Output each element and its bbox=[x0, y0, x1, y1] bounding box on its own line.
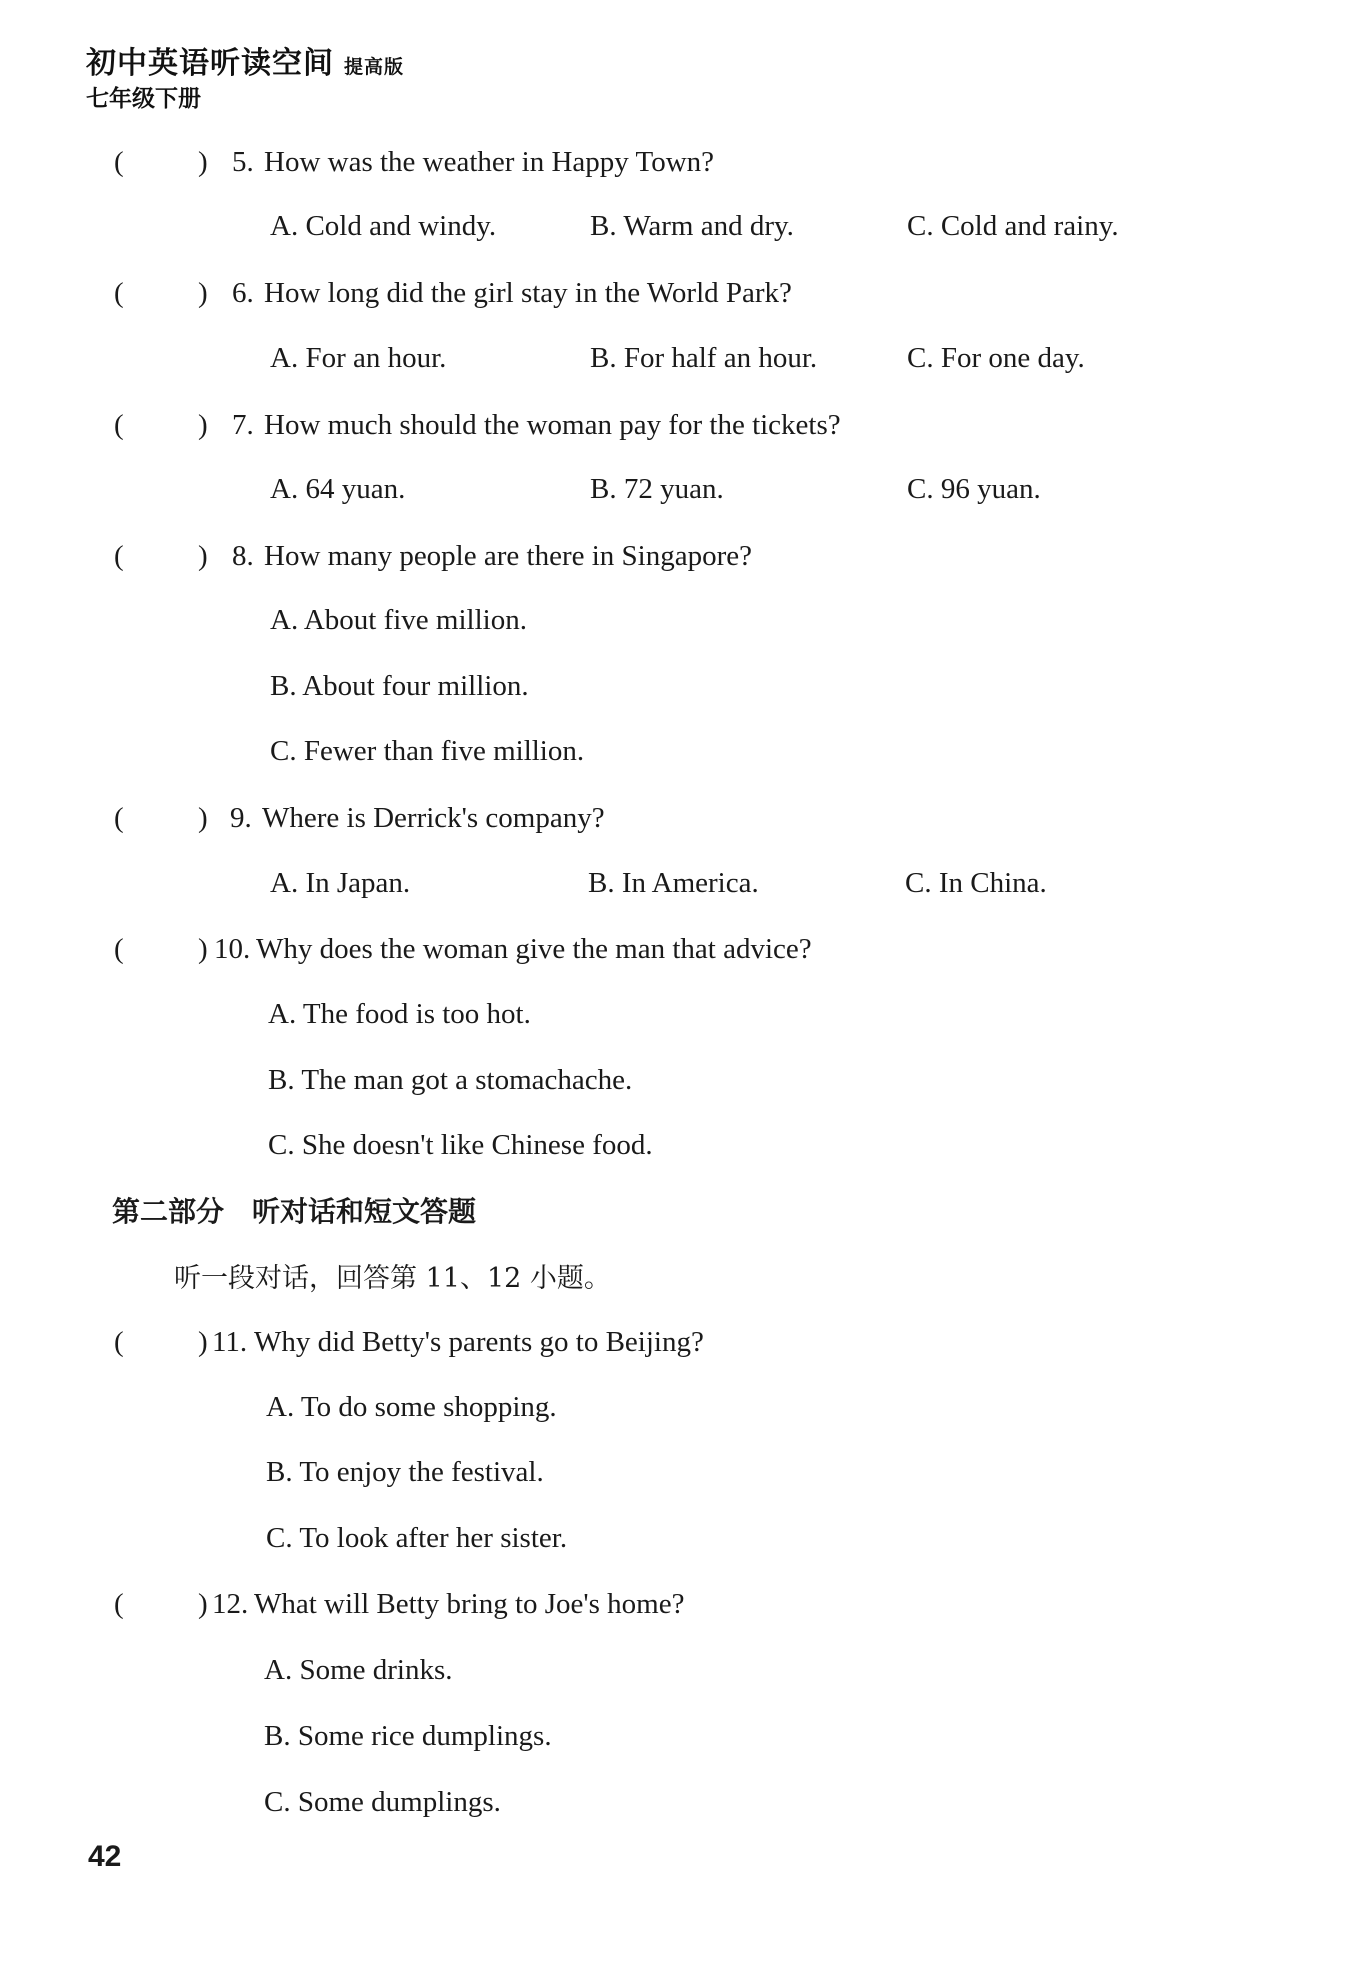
answer-option: A. Cold and windy. bbox=[270, 210, 497, 242]
answer-blank-close: ) bbox=[198, 933, 208, 965]
answer-option: A. About five million. bbox=[270, 604, 527, 636]
answer-option: B. Warm and dry. bbox=[590, 210, 794, 242]
section-label: 第二部分 bbox=[112, 1195, 225, 1228]
answer-blank-open: ( bbox=[114, 540, 124, 572]
edition-label: 提高版 bbox=[344, 56, 405, 78]
answer-blank-close: ) bbox=[198, 540, 208, 572]
answer-option: C. She doesn't like Chinese food. bbox=[268, 1129, 653, 1161]
option-row bbox=[0, 206, 1350, 246]
answer-option: A. 64 yuan. bbox=[270, 473, 406, 505]
question-number: 5. bbox=[232, 146, 254, 178]
answer-option: C. For one day. bbox=[907, 342, 1085, 374]
answer-option: A. To do some shopping. bbox=[266, 1391, 557, 1423]
question-text: Why did Betty's parents go to Beijing? bbox=[254, 1326, 704, 1358]
answer-option: B. About four million. bbox=[270, 670, 529, 702]
answer-blank-open: ( bbox=[114, 1588, 124, 1620]
question-text: What will Betty bring to Joe's home? bbox=[254, 1588, 685, 1620]
answer-blank-close: ) bbox=[198, 277, 208, 309]
question-row bbox=[0, 1584, 1350, 1624]
option-row bbox=[0, 863, 1350, 903]
answer-blank-close: ) bbox=[198, 146, 208, 178]
answer-blank-open: ( bbox=[114, 409, 124, 441]
answer-blank-open: ( bbox=[114, 146, 124, 178]
answer-option: A. Some drinks. bbox=[264, 1654, 453, 1686]
question-text: How was the weather in Happy Town? bbox=[264, 146, 715, 178]
answer-option: A. In Japan. bbox=[270, 867, 411, 899]
answer-blank-open: ( bbox=[114, 277, 124, 309]
section-title-text: 听对话和短文答题 bbox=[252, 1195, 477, 1228]
answer-option: C. Fewer than five million. bbox=[270, 735, 585, 767]
answer-blank-open: ( bbox=[114, 802, 124, 834]
question-number: 12. bbox=[212, 1588, 249, 1620]
question-row bbox=[0, 1322, 1350, 1362]
answer-option: B. The man got a stomachache. bbox=[268, 1064, 633, 1096]
question-row bbox=[0, 929, 1350, 969]
option-row bbox=[0, 338, 1350, 378]
answer-blank-close: ) bbox=[198, 1588, 208, 1620]
question-text: Why does the woman give the man that advice? bbox=[256, 933, 812, 965]
answer-option: C. Cold and rainy. bbox=[907, 210, 1119, 242]
answer-option: A. For an hour. bbox=[270, 342, 447, 374]
page-number: 42 bbox=[88, 1840, 122, 1873]
answer-blank-open: ( bbox=[114, 933, 124, 965]
option-row bbox=[0, 469, 1350, 509]
question-text: How long did the girl stay in the World Park? bbox=[264, 277, 792, 309]
question-number: 8. bbox=[232, 540, 254, 572]
answer-option: B. 72 yuan. bbox=[590, 473, 724, 505]
answer-blank-open: ( bbox=[114, 1326, 124, 1358]
answer-blank-close: ) bbox=[198, 409, 208, 441]
grade-label: 七年级下册 bbox=[86, 86, 201, 112]
question-row bbox=[0, 273, 1350, 313]
question-number: 11. bbox=[212, 1326, 248, 1358]
answer-blank-close: ) bbox=[198, 1326, 208, 1358]
question-number: 7. bbox=[232, 409, 254, 441]
answer-option: B. Some rice dumplings. bbox=[264, 1720, 552, 1752]
answer-option: B. For half an hour. bbox=[590, 342, 818, 374]
answer-option: C. Some dumplings. bbox=[264, 1786, 501, 1818]
answer-option: C. 96 yuan. bbox=[907, 473, 1041, 505]
answer-option: C. To look after her sister. bbox=[266, 1522, 568, 1554]
answer-option: C. In China. bbox=[905, 867, 1047, 899]
book-title bbox=[86, 38, 404, 82]
question-text: Where is Derrick's company? bbox=[262, 802, 605, 834]
book-title-text: 初中英语听读空间 bbox=[86, 46, 334, 81]
question-number: 6. bbox=[232, 277, 254, 309]
question-number: 9. bbox=[230, 802, 252, 834]
section-instruction: 听一段对话，回答第 11、12 小题。 bbox=[174, 1263, 611, 1294]
answer-option: B. In America. bbox=[588, 867, 759, 899]
section-heading bbox=[112, 1190, 476, 1230]
question-row bbox=[0, 536, 1350, 576]
question-text: How many people are there in Singapore? bbox=[264, 540, 752, 572]
question-row bbox=[0, 798, 1350, 838]
question-number: 10. bbox=[214, 933, 251, 965]
question-text: How much should the woman pay for the tickets? bbox=[264, 409, 841, 441]
answer-option: B. To enjoy the festival. bbox=[266, 1456, 544, 1488]
question-row bbox=[0, 405, 1350, 445]
question-row bbox=[0, 142, 1350, 182]
answer-option: A. The food is too hot. bbox=[268, 998, 531, 1030]
answer-blank-close: ) bbox=[198, 802, 208, 834]
